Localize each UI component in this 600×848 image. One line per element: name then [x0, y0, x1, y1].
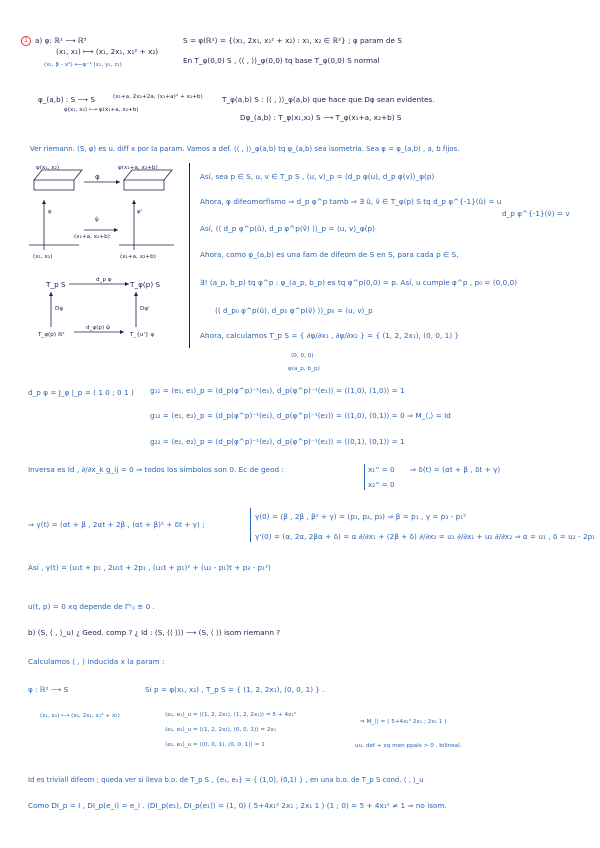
diagram2-right-map: Dφ': [140, 306, 150, 312]
inner-e2e2: ⟨e₂, e₂⟩_u = ⟨(0, 0, 1), (0, 0, 1)⟩ = 1: [165, 742, 265, 748]
diagram1-top-right: φ(x₁+a, x₂+b): [118, 165, 158, 171]
initial-conditions-brace: [250, 508, 251, 542]
diffeomorphism-line-second: d_p φ^{-1}(ṽ) = v: [502, 209, 570, 218]
unique-params-line: ∃! (a_p, b_p) tq φ^p : φ_(a_p, b_p) es tq φ^p(0,0) = p. Así, u cumple φ^p , p₀ = (0,0,0): [200, 278, 518, 287]
pullback-metric-line: Así, ⟨⟨ d_p φ^p(ũ), d_p φ^p(ṽ) ⟩⟩_p = ⟨u, v⟩_φ(p): [200, 224, 375, 233]
diagram1-top-left: φ(x₁, x₂): [36, 165, 60, 171]
geodesic-brace: [364, 464, 365, 490]
inverse-map: (x₁, β - x²) ⟵φ⁻¹ (x₁, y₁, z₁): [44, 62, 122, 68]
surface-definition: S = φ(ℝ²) = {(x₁, 2x₁, x₁² + x₂) : x₁, x₂ ∈ ℝ²} ; φ param de S: [183, 36, 402, 45]
family-diffeo-line: Ahora, como φ_(a,b) es una fam de difeom de S en S, para cada p ∈ S,: [200, 250, 459, 259]
map-definition: a) φ: ℝ² ⟶ ℝ³: [35, 36, 87, 45]
induced-metric-intro: Calculamos ⟨ , ⟩ inducida x la param :: [28, 657, 165, 666]
item-number: 1: [24, 36, 29, 44]
diagram2-bottom-right: T_{u'} φ: [130, 332, 155, 338]
surface-geodesic: ⇒ γ(t) = (αt + β , 2αt + 2β , (αt + β)² + δt + γ) ;: [28, 520, 205, 529]
diagram2-bottom-arrow-label: d_φ(p) ψ̃: [86, 325, 110, 331]
diagram1-tilde: ψ̃: [95, 217, 99, 223]
metric-definition-line: Así, sea p ∈ S, u, v ∈ T_p S , ⟨u, v⟩_p = ⟨d_p φ(u), d_p φ(v)⟩_φ(p): [200, 172, 435, 181]
riemann-intro: Ver riemann. (S, φ) es u. diff x por la param. Vamos a def. ⟨⟨ , ⟩⟩_φ(a,b) tq φ_(a,b) sea isometría. Sea φ = φ_(a,b) , a, b fijos.: [30, 145, 460, 153]
jacobian-line: d_p φ = J_φ |_p = ( 1 0 ; 0 1 ): [28, 388, 134, 397]
isometry-check: Id es triviall difeom ; queda ver si lleva b.o. de T_p S , {e₁, e₂} = { (1,0), (0,1) } , en una b.o. de T_p S cond. ⟨ , ⟩_u: [28, 776, 424, 784]
diagram1-top-arrow-label: φ: [95, 172, 100, 181]
g22-line: g₂₂ = ⟨e₂, e₂⟩_p = ⟨d_p(φ^p)⁻¹(e₂), d_p(φ^p)⁻¹(e₂)⟩ = ⟨(0,1), (0,1)⟩ = 1: [150, 437, 405, 446]
initial-position: γ(0) = (β , 2β , β² + γ) = (p₁, p₂, p₃) ⇒ β = p₁ , γ = p₃ - p₁²: [255, 512, 467, 521]
diagram1-left-map: φ: [48, 209, 52, 215]
inner-e1e2: ⟨e₁, e₂⟩_u = ⟨(1, 2, 2x₁), (0, 0, 1)⟩ = 2x₁: [165, 727, 277, 733]
tangent-basis-line: Ahora, calculamos T_p S = { ∂φ/∂x₁ , ∂φ/∂x₂ } = { (1, 2, 2x₁), (0, 0, 1) }: [200, 331, 460, 340]
inner-e1e1: ⟨e₁, e₁⟩_u = ⟨(1, 2, 2x₁), (1, 2, 2x₁)⟩ = 5 + 4x₁²: [165, 712, 297, 718]
plane-geodesic: ⇒ δ(t) = (αt + β , δt + γ): [410, 465, 501, 474]
diagram2-top-left: T_p S: [46, 280, 66, 289]
induced-matrix: ⇒ M_⟨⟩ = ( 5+4x₁² 2x₁ ; 2x₁ 1 ): [360, 719, 447, 725]
translation-rule: φ(x₁, x₂) ⟼ φ(x₁+a, x₂+b): [64, 107, 139, 113]
param-point: φ(a_p, b_p): [288, 366, 320, 372]
metric-at-origin-line: ⟨⟨ d_p₀ φ^p(ũ), d_p₀ φ^p(ṽ) ⟩⟩_p₀ = ⟨u, v⟩_p: [215, 306, 373, 315]
diagram2-left-map: Dφ: [55, 306, 64, 312]
param-map: φ : ℝ² ⟶ S: [28, 685, 69, 694]
geodesic-eq-1: x₁'' = 0: [368, 465, 395, 474]
initial-velocity: γ'(0) = (α, 2α, 2βα + δ) = α ∂/∂x₁ + (2β + δ) ∂/∂x₂ = u₁ ∂/∂x₁ + u₂ ∂/∂x₂ ⇒ α = u₁ , δ = u₂ - 2p₁: [255, 532, 596, 541]
diagram2-top-arrow-label: d_p φ: [96, 277, 112, 283]
positive-definite-note: uu, def + xq men ppals > 0 , bilineal.: [355, 743, 462, 749]
geodesic-eq-2: x₂'' = 0: [368, 480, 395, 489]
column-divider: [189, 163, 190, 348]
geodesic-solution: Así , γ(t) = (u₁t + p₁ , 2u₁t + 2p₁ , (u₁t + p₁)² + (u₂ - p₁)t + p₃ - p₁²): [28, 563, 271, 572]
diffeomorphism-line: Ahora, φ difeomorfismo ⇒ d_p φ^p tamb ⇒ ∃ ũ, ṽ ∈ T_φ(p) S tq d_p φ^{-1}(ũ) = u: [200, 197, 502, 206]
christoffel-line: Inversa es Id , ∂/∂x_k g_ij = 0 ⇒ todos los símbolos son 0. Ec de geod :: [28, 465, 284, 474]
translated-metric-statement: T_φ(a,b) S : ⟨⟨ , ⟩⟩_φ(a,b) que hace que Dφ sean evidentes.: [222, 95, 435, 104]
param-rule: (x₁, x₂) ⟼ (x₁, 2x₁, x₁² + x₂): [40, 713, 120, 719]
isometry-conclusion: Como DI_p = I , DI_p(e_i) = e_i . ⟨DI_p(e₁), DI_p(e₁)⟩ = (1, 0) ( 5+4x₁² 2x₁ ; 2x₁ 1 ) (1 ; 0) = 5 + 4x₁² ≠ 1 ⇒ no isom.: [28, 801, 447, 810]
translation-map: φ_(a,b) : S ⟶ S: [38, 95, 95, 104]
diagram2-top-right: T_φ(p) S: [130, 280, 161, 289]
diagram1-mid-label: (x₁+a, x₂+b): [74, 234, 110, 240]
diagram2-bottom-left: T_φ(p) ℝ²: [38, 332, 65, 338]
map-rule: (x₁, x₂) ⟼ (x₁, 2x₁, x₁² + x₂): [56, 47, 159, 56]
differential-statement: Dφ_(a,b) : T_φ(x₁,x₂) S ⟶ T_φ(x₁+a, x₂+b) S: [240, 113, 402, 122]
g11-line: g₁₁ = ⟨e₁, e₁⟩_p = ⟨d_p(φ^p)⁻¹(e₁), d_p(φ^p)⁻¹(e₁)⟩ = ⟨(1,0), (1,0)⟩ = 1: [150, 386, 405, 395]
diagram1-bottom-right: (x₁+a, x₂+b): [120, 254, 156, 260]
item-number-circle: [21, 36, 31, 46]
tangent-space: Si p = φ(x₁, x₂) , T_p S = { (1, 2, 2x₁), (0, 0, 1) } .: [145, 685, 325, 694]
part-b-question: b) (S, ⟨ , ⟩_u) ¿ Geod. comp ? ¿ Id : (S, ⟨⟨ ⟩⟩) ⟶ (S, ⟨ ⟩) isom riemann ?: [28, 628, 281, 637]
tangent-metric-statement: En T_φ(0,0) S , ⟨⟨ , ⟩⟩_φ(0,0) tq base T_φ(0,0) S normal: [183, 56, 380, 65]
dependence-note: u(t, p) = 0 xq depende de Γᵏᵢⱼ ≡ 0 .: [28, 602, 155, 611]
diagram1-right-map: φ': [137, 209, 143, 215]
translation-image: (x₁+a, 2x₁+2a, (x₁+a)² + x₂+b): [113, 94, 203, 100]
diagram1-bottom-left: (x₁, x₂): [33, 254, 53, 260]
g12-line: g₁₂ = ⟨e₁, e₂⟩_p = ⟨d_p(φ^p)⁻¹(e₁), d_p(φ^p)⁻¹(e₂)⟩ = ⟨(1,0), (0,1)⟩ = 0 ⇒ M_⟨,⟩ = Id: [150, 411, 451, 420]
origin-point: (0, 0, 0): [291, 353, 314, 359]
